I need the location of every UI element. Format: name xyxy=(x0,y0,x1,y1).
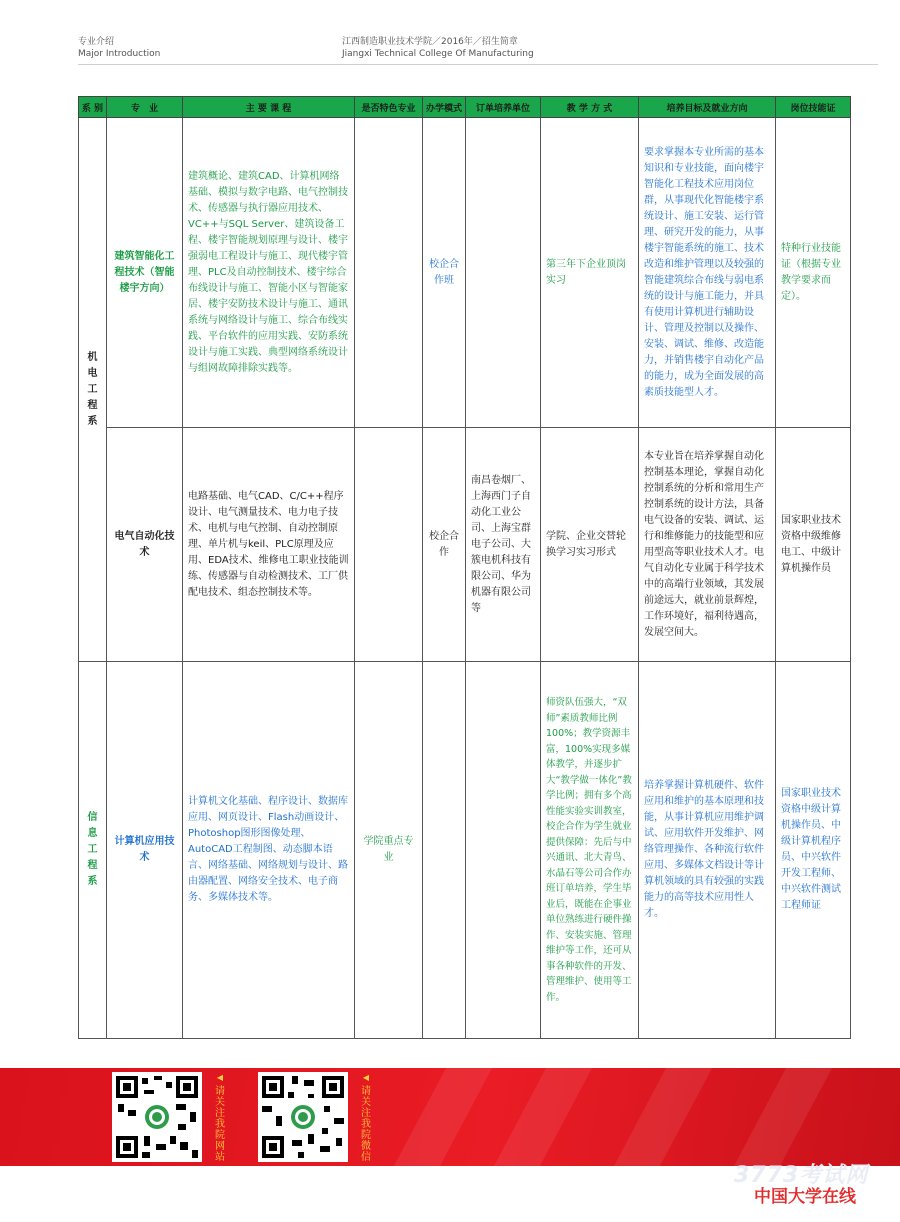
department-name: 信息工程系 xyxy=(87,812,98,887)
col-header-department: 系 别 xyxy=(79,97,107,118)
courses-cell: 建筑概论、建筑CAD、计算机网络基础、模拟与数字电路、电气控制技术、传感器与执行器应用技术、VC++与SQL Server、建筑设备工程、楼宇智能规划原理与设计、楼宇强弱电工程设计与施工、现代楼宇管理、PLC及自动控制技术、楼宇综合布线设计与施工、智能小区与智能家居、楼宇安防技术设计与施工、通讯系统与网络设计与施工、综合布线实践、平台软件的应用实践、安防系统设计与施工实践、典型网络系统设计与组网故障排除实践等。 xyxy=(183,118,355,428)
goal-cell: 要求掌握本专业所需的基本知识和专业技能，面向楼宇智能化工程技术应用岗位群，从事现代化智能楼宇系统设计、施工安装、运行管理、研究开发的能力，从事楼宇智能系统的施工、技术改造和维护管理以及较强的智能建筑综合布线与弱电系统的设计与施工能力，并具有使用计算机进行辅助设计、管理及控制以及操作、安装、调试、维修、改造能力，并销售楼宇自动化产品的能力，成为全面发展的高素质技能型人才。 xyxy=(639,118,776,428)
footer-stripe xyxy=(734,1068,832,1166)
cert-cell: 国家职业技术资格中级维修电工、中级计算机操作员 xyxy=(776,428,851,662)
mode-cell xyxy=(423,662,466,1039)
caret-left-icon: ◀ xyxy=(362,1073,370,1082)
mode-cell: 校企合作 xyxy=(423,428,466,662)
footer-banner xyxy=(0,1068,900,1166)
goal-cell: 培养掌握计算机硬件、软件应用和维护的基本原理和技能，从事计算机应用维护调试、应用软件开发维护、网络管理操作、各种流行软件应用、多媒体文档设计等计算机领域的具有较强的实践能力的高等技术应用性人才。 xyxy=(639,662,776,1039)
major-name: 计算机应用技术 xyxy=(107,662,183,1039)
school-header xyxy=(342,36,534,60)
featured-cell xyxy=(355,118,423,428)
department-name: 机电工程系 xyxy=(87,351,98,427)
website-qr-code-icon[interactable] xyxy=(112,1072,202,1162)
table-row xyxy=(79,662,851,1039)
table-row xyxy=(79,428,851,662)
table-row xyxy=(79,118,851,428)
wechat-qr-label: ◀ 请关注我院微信 xyxy=(354,1072,378,1164)
mode-cell: 校企合作班 xyxy=(423,118,466,428)
col-header-featured: 是否特色专业 xyxy=(355,97,423,118)
footer-stripe xyxy=(614,1068,712,1166)
col-header-teaching: 教 学 方 式 xyxy=(541,97,639,118)
header-divider xyxy=(78,64,878,65)
caret-left-icon: ◀ xyxy=(216,1073,224,1082)
goal-cell: 本专业旨在培养掌握自动化控制基本理论，掌握自动化控制系统的分析和常用生产控制系统的设计方法，具备电气设备的安装、调试、运行和维修能力的技能型和应用型高等职业技术人才。电气自动化专业属于科学技术中的高端行业领域，其发展前途远大，就业前景辉煌，工作环境好，福利待遇高，发展空间大。 xyxy=(639,428,776,662)
teaching-cell: 学院、企业交替轮换学习实习形式 xyxy=(541,428,639,662)
majors-table xyxy=(78,96,851,1039)
col-header-order-units: 订单培养单位 xyxy=(466,97,541,118)
teaching-cell: 第三年下企业顶岗实习 xyxy=(541,118,639,428)
order-units-cell xyxy=(466,662,541,1039)
courses-cell: 电路基础、电气CAD、C/C++程序设计、电气测量技术、电力电子技术、电机与电气控制、自动控制原理、单片机与keil、PLC原理及应用、EDA技术、维修电工职业技能训练、传感器与自动检测技术、工厂供配电技术、组态控制技术等。 xyxy=(183,428,355,662)
footer-stripe xyxy=(394,1068,492,1166)
website-qr-label: ◀ 请关注我院网站 xyxy=(208,1072,232,1164)
school-title-en: Jiangxi Technical College Of Manufacturing xyxy=(342,49,534,59)
watermark-brand: 中国大学在线 xyxy=(754,1187,856,1207)
section-title-en: Major Introduction xyxy=(78,49,161,59)
col-header-mode: 办学模式 xyxy=(423,97,466,118)
department-cell xyxy=(79,662,107,1039)
school-title-cn: 江西制造职业技术学院／2016年／招生简章 xyxy=(342,37,518,47)
page-section-header xyxy=(78,36,160,60)
wechat-qr-code-icon[interactable] xyxy=(258,1072,348,1162)
section-title-cn: 专业介绍 xyxy=(78,37,115,47)
courses-cell: 计算机文化基础、程序设计、数据库应用、网页设计、Flash动画设计、Photoshop图形图像处理、AutoCAD工程制图、动态脚本语言、网络基础、网络规划与设计、路由器配置、网络安全技术、电子商务、多媒体技术等。 xyxy=(183,662,355,1039)
featured-cell: 学院重点专业 xyxy=(355,662,423,1039)
col-header-goal: 培养目标及就业方向 xyxy=(639,97,776,118)
col-header-cert: 岗位技能证 xyxy=(776,97,851,118)
table-header-row xyxy=(79,97,851,118)
col-header-courses: 主 要 课 程 xyxy=(183,97,355,118)
major-name: 电气自动化技术 xyxy=(107,428,183,662)
department-cell xyxy=(79,118,107,662)
order-units-cell: 南昌卷烟厂、上海西门子自动化工业公司、上海宝群电子公司、大簇电机科技有限公司、华为机器有限公司等 xyxy=(466,428,541,662)
teaching-cell: 师资队伍强大，“双师”素质教师比例100%；教学资源丰富，100%实现多媒体教学，并逐步扩大“教学做一体化”教学比例；拥有多个高性能实验实训教室，校企合作为学生就业提供保障：先后与中兴通讯、北大青鸟、水晶石等公司合作办班订单培养，学生毕业后，既能在企事业单位熟练进行硬件操作、安装实施、管理维护等工作，还可从事各种软件的开发、管理维护、使用等工作。 xyxy=(541,662,639,1039)
order-units-cell xyxy=(466,118,541,428)
major-name: 建筑智能化工程技术（智能楼宇方向） xyxy=(107,118,183,428)
cert-cell: 特种行业技能证（根据专业教学要求而定）。 xyxy=(776,118,851,428)
col-header-major: 专 业 xyxy=(107,97,183,118)
footer-stripe xyxy=(494,1068,592,1166)
featured-cell xyxy=(355,428,423,662)
cert-cell: 国家职业技术资格中级计算机操作员、中级计算机程序员、中兴软件开发工程师、中兴软件测试工程师证 xyxy=(776,662,851,1039)
watermark-site-name: 3773考试网 xyxy=(734,1163,869,1188)
